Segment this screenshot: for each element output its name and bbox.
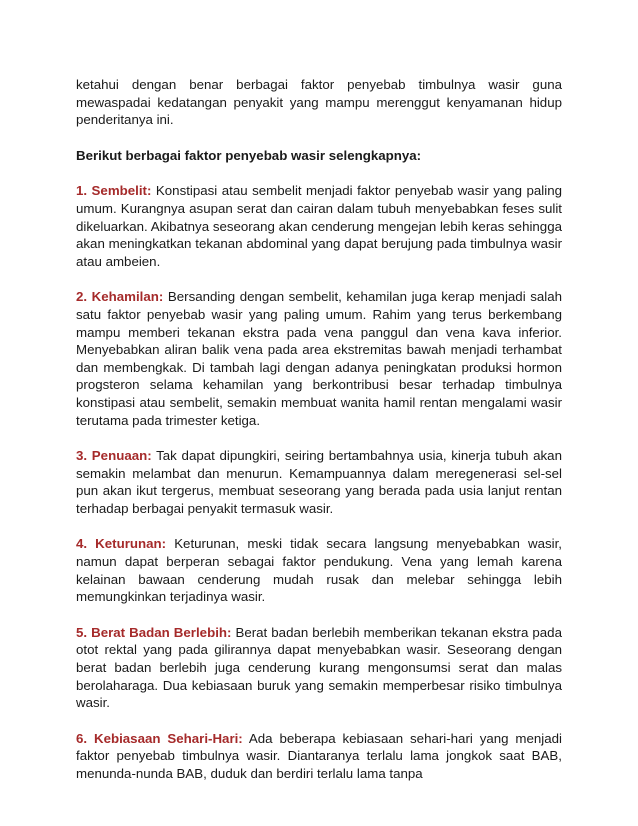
- item-text: Bersanding dengan sembelit, kehamilan juga kerap menjadi salah satu faktor penyebab wasir yang paling umum. Rahim yang terus berkembang mampu memberi tekanan ekstra pada vena panggul dan vena kava inferior. Menyebabkan aliran balik vena pada area ekstremitas bawah menjadi terhambat dan membengkak. Di tambah lagi dengan adanya peningkatan produksi hormon progsteron selama kehamilan yang berkontribusi besar terhadap timbulnya konstipasi atau sembelit, semakin membuat wanita hamil rentan mengalami wasir terutama pada trimester ketiga.: [76, 289, 562, 428]
- item-label: 1. Sembelit:: [76, 183, 152, 199]
- item-text: Berat badan berlebih memberikan tekanan ekstra pada otot rektal yang pada gilirannya dapat menyebabkan wasir. Seseorang dengan berat badan berlebih juga cenderung kurang mengonsumsi serat dan malas berolaharaga. Dua kebiasaan buruk yang semakin memperbesar risiko timbulnya wasir.: [76, 624, 562, 711]
- item-text: Tak dapat dipungkiri, seiring bertambahnya usia, kinerja tubuh akan semakin melambat dan menurun. Kemampuannya dalam meregenerasi sel-sel pun akan ikut tergerus, membuat seseorang yang berada pada usia lanjut rentan terhadap berbagai penyakit termasuk wasir.: [76, 448, 562, 516]
- list-item-kebiasaan: [76, 730, 562, 783]
- list-item-sembelit: [76, 182, 562, 270]
- list-item-keturunan: [76, 535, 562, 605]
- item-text: Keturunan, meski tidak secara langsung menyebabkan wasir, namun dapat berperan sebagai faktor pendukung. Vena yang lemah karena kelainan bawaan cenderung mudah rusak dan melebar sehingga lebih memungkinkan terjadinya wasir.: [76, 536, 562, 605]
- item-label: 5. Berat Badan Berlebih:: [76, 624, 232, 640]
- item-label: 2. Kehamilan:: [76, 289, 164, 305]
- list-item-penuaan: [76, 447, 562, 517]
- intro-paragraph: ketahui dengan benar berbagai faktor penyebab timbulnya wasir guna mewaspadai kedatangan penyakit yang mampu merenggut kenyamanan hidup penderitanya ini.: [76, 77, 562, 128]
- item-label: 6. Kebiasaan Sehari-Hari:: [76, 730, 243, 746]
- section-heading: Berikut berbagai faktor penyebab wasir selengkapnya:: [76, 147, 422, 163]
- item-text: Ada beberapa kebiasaan sehari-hari yang menjadi faktor penyebab timbulnya wasir. Diantaranya terlalu lama jongkok saat BAB, menunda-nunda BAB, duduk dan berdiri terlalu lama tanpa: [76, 730, 562, 781]
- item-label: 3. Penuaan:: [76, 448, 152, 464]
- list-item-berat-badan: [76, 624, 562, 712]
- item-text: Konstipasi atau sembelit menjadi faktor penyebab wasir yang paling umum. Kurangnya asupan serat dan cairan dalam tubuh menyebabkan feses sulit dikeluarkan. Akibatnya seseorang akan cenderung mengejan lebih keras sehingga akan meningkatkan tekanan abdominal yang dapat berujung pada timbulnya wasir atau ambeien.: [76, 183, 562, 269]
- item-label: 4. Keturunan:: [76, 536, 167, 552]
- document-page: [76, 76, 562, 801]
- list-item-kehamilan: [76, 288, 562, 429]
